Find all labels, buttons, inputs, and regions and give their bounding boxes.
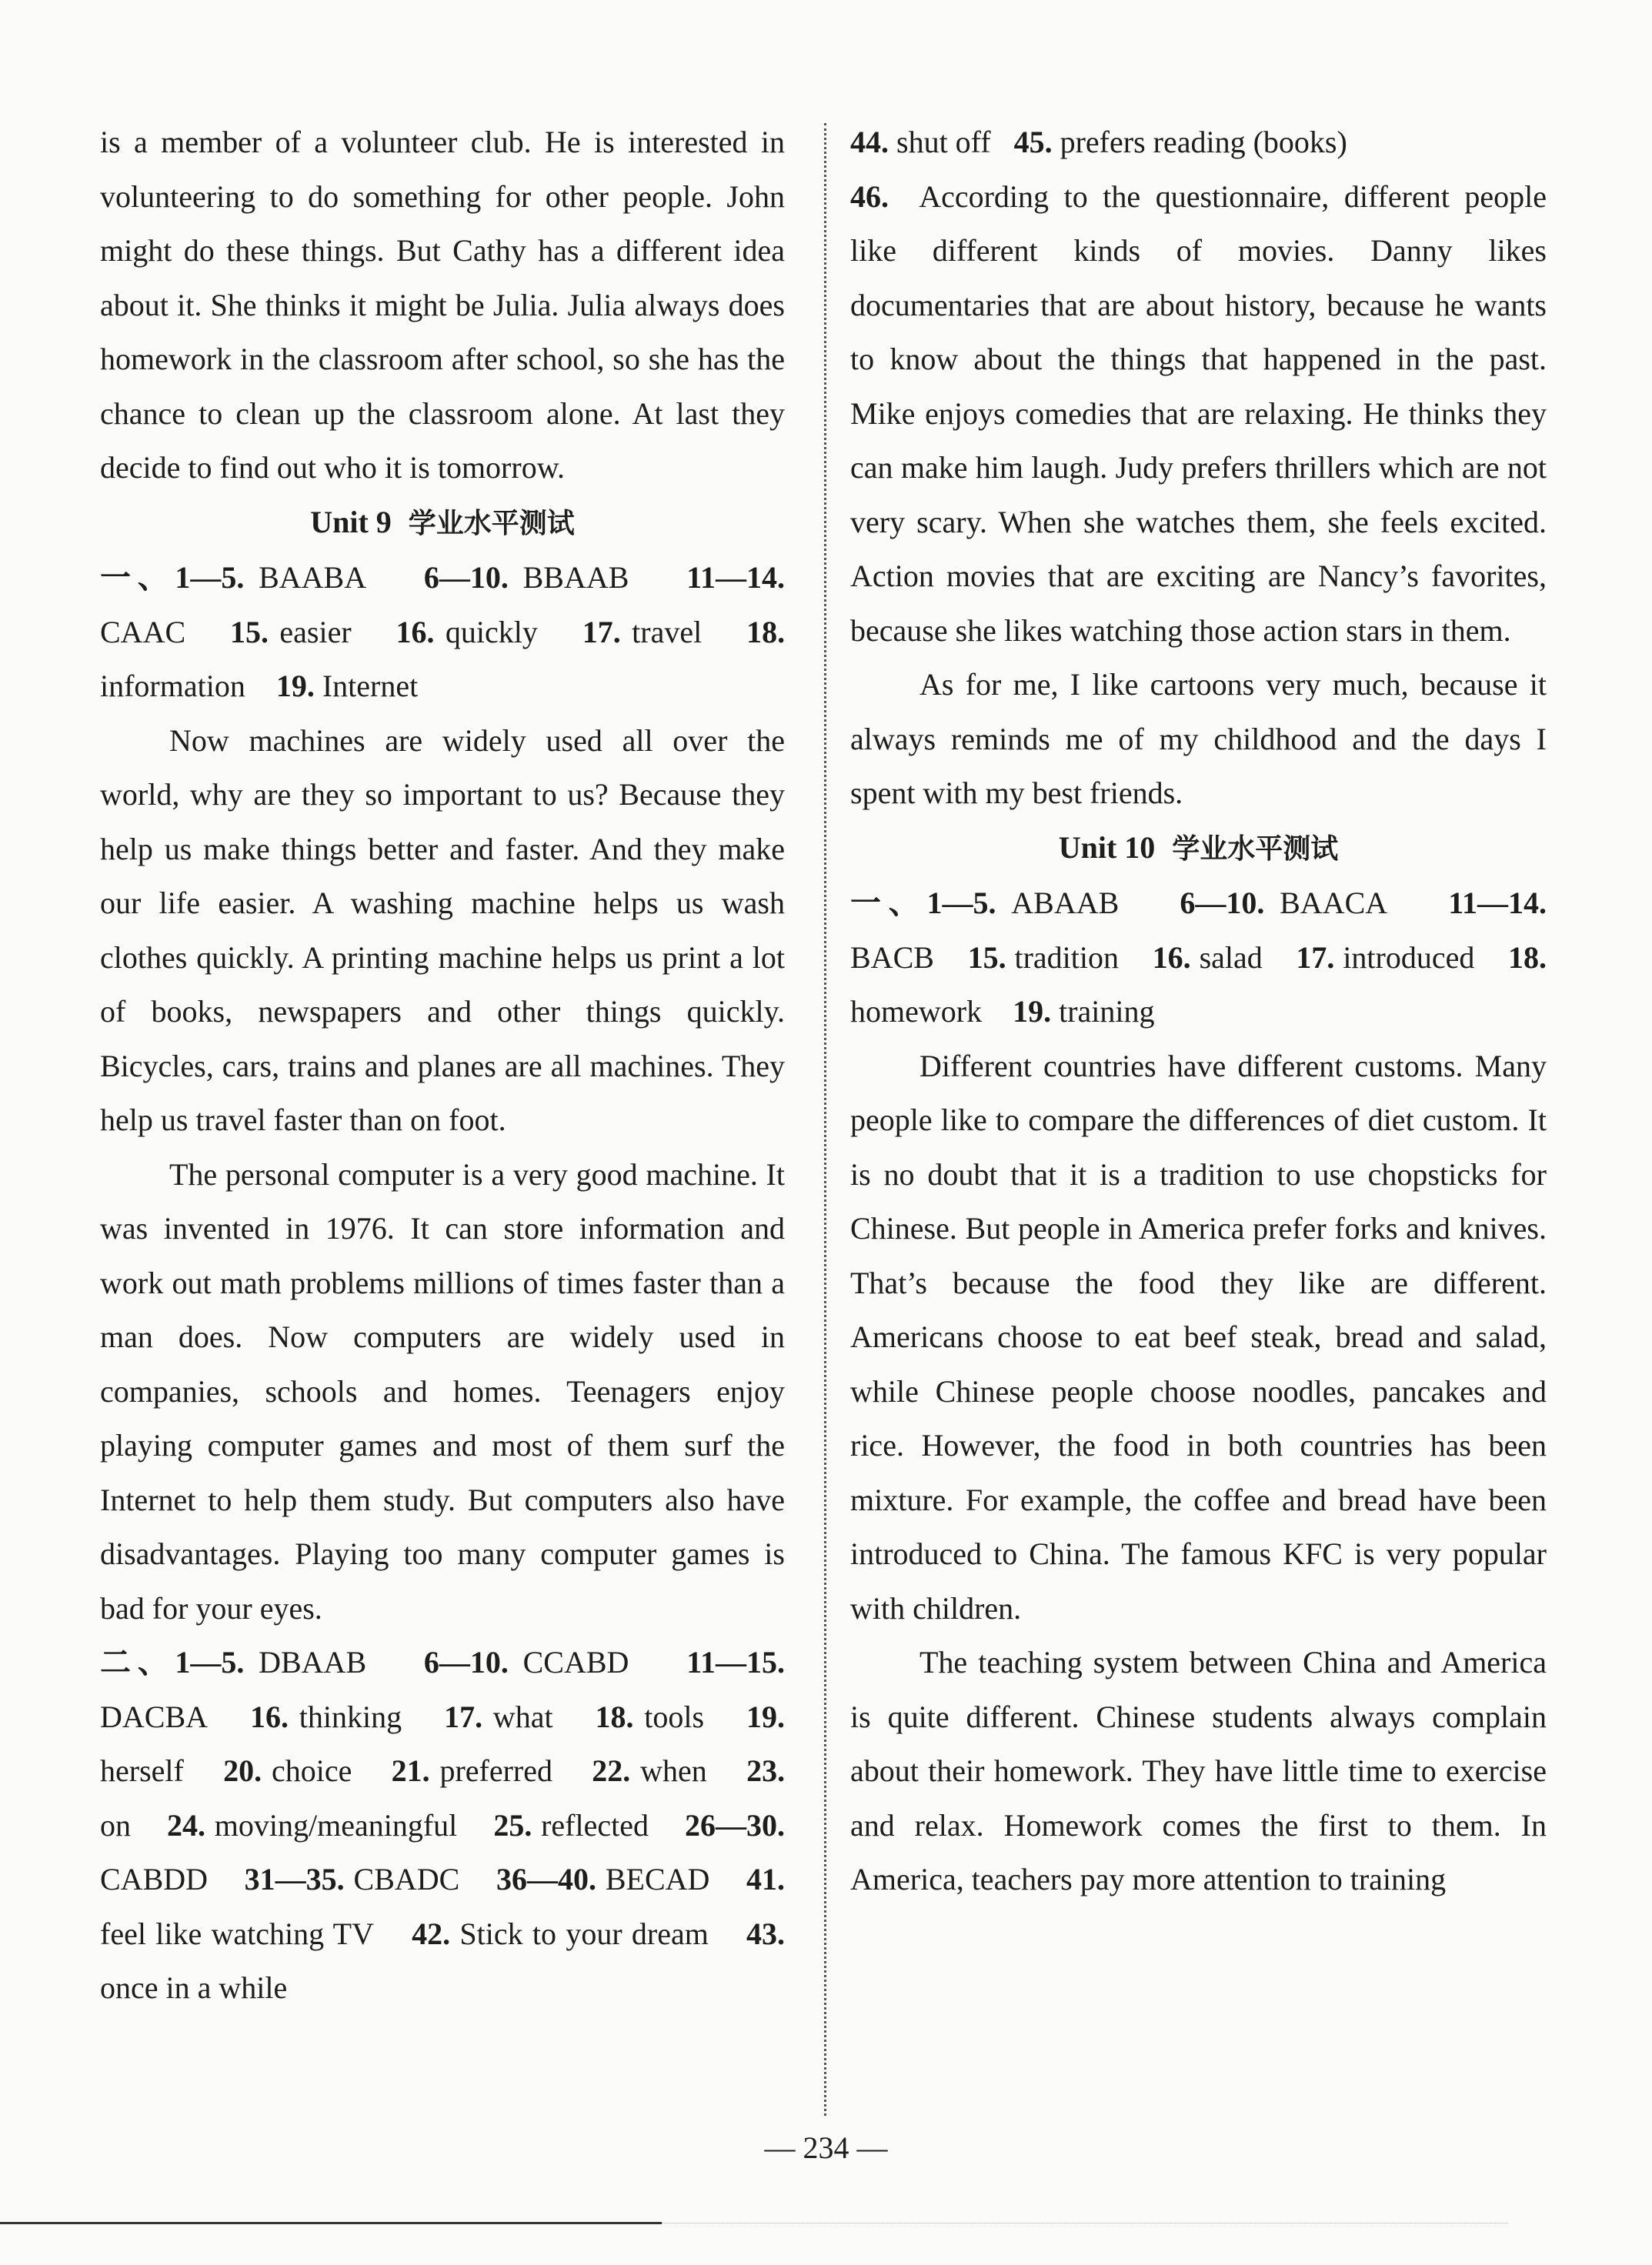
answer-number: 45.	[1013, 125, 1053, 159]
answer-text: CABDD	[100, 1862, 209, 1896]
answer-text: CCABD	[508, 1645, 629, 1680]
answer-number: 11—14.	[686, 560, 786, 595]
answer-number: 16.	[250, 1699, 289, 1734]
answer-46	[850, 170, 1547, 659]
answer-number: 19.	[1013, 994, 1052, 1029]
answer-text: training	[1051, 994, 1155, 1029]
paragraph: Different countries have different customs. Many people like to compare the differences of diet custom. It is no doubt that it is a tradition to use chopsticks for Chinese. But people in America prefer forks and knives. That’s because the food they like are different. Americans choose to eat beef steak, bread and salad, while Chinese people choose noodles, pancakes and rice. However, the food in both countries has been mixture. For example, the coffee and bread have been introduced to China. The famous KFC is very popular with children.	[850, 1048, 1547, 1626]
answer-text: herself	[100, 1753, 184, 1788]
answer-text: thinking	[289, 1699, 402, 1734]
answer-key-section-1	[100, 551, 785, 714]
column-divider	[824, 123, 826, 2116]
answer-text: moving/meaningful	[205, 1807, 458, 1843]
answer-number: 36—40.	[496, 1862, 596, 1896]
answer-number: 17.	[582, 614, 621, 649]
unit-9-heading	[100, 495, 785, 552]
answer-number: 19.	[746, 1699, 786, 1734]
answer-number: 42.	[412, 1916, 451, 1951]
answer-text: prefers reading (books)	[1060, 125, 1347, 159]
answer-number: 19.	[275, 669, 315, 703]
answer-text: tradition	[1006, 939, 1120, 975]
answer-number: 21.	[391, 1753, 430, 1788]
answer-number: 11—15.	[686, 1645, 786, 1680]
unit-subtitle: 学业水平测试	[408, 507, 575, 539]
answer-text: CAAC	[100, 614, 186, 649]
answer-number: 15.	[229, 614, 269, 649]
answer-number: 17.	[1296, 939, 1335, 975]
answer-text: quickly	[434, 614, 538, 649]
answer-number: 20.	[223, 1753, 262, 1788]
paragraph: The teaching system between China and America is quite different. Chinese students always complain about their homework. They have little time to exercise and relax. Homework comes the first to them. In America, teachers pay more attention to training	[850, 1645, 1547, 1896]
answer-number: 26—30.	[685, 1807, 785, 1843]
answer-text: preferred	[429, 1753, 552, 1788]
answer-text: information	[100, 669, 245, 703]
answer-text: BACB	[850, 939, 934, 975]
answer-text: salad	[1190, 939, 1263, 975]
answer-text: reflected	[532, 1807, 649, 1843]
answer-key-section-2	[100, 1636, 785, 2016]
answer-text: DACBA	[100, 1699, 209, 1734]
paragraph: is a member of a volunteer club. He is interested in volunteering to do something for other people. John might do these things. But Cathy has a different idea about it. She thinks it might be Julia. Julia always does homework in the classroom after school, so she has the chance to clean up the classroom alone. At last they decide to find out who it is tomorrow.	[100, 125, 785, 485]
answer-number: 16.	[395, 614, 435, 649]
answer-text: travel	[620, 614, 703, 649]
answer-text: BAABA	[244, 560, 367, 595]
answer-number: 一、1—5.	[100, 560, 245, 595]
unit-title: Unit 9	[310, 504, 392, 539]
unit-subtitle: 学业水平测试	[1172, 832, 1339, 865]
answer-text: when	[630, 1753, 707, 1788]
answer-number: 6—10.	[423, 1645, 509, 1680]
answer-text: homework	[850, 994, 983, 1029]
answer-text: on	[100, 1807, 131, 1843]
answer-text: easier	[268, 614, 352, 649]
answer-number: 18.	[746, 614, 786, 649]
answer-text: Internet	[314, 669, 419, 703]
answer-text: choice	[262, 1753, 352, 1788]
answer-text: BECAD	[596, 1862, 710, 1896]
footer-rule	[0, 2222, 662, 2224]
answer-text: once in a while	[100, 1970, 288, 2005]
answer-number: 31—35.	[244, 1862, 345, 1896]
answer-number: 15.	[967, 939, 1006, 975]
answer-number: 24.	[167, 1807, 206, 1843]
answer-number: 二、1—5.	[100, 1645, 245, 1680]
answer-number: 25.	[493, 1807, 532, 1843]
answer-text: DBAAB	[244, 1645, 367, 1680]
page-number: — 234 —	[764, 2130, 888, 2165]
answer-text: Stick to your dream	[450, 1916, 709, 1951]
answer-number: 46.	[850, 178, 889, 214]
answer-number: 6—10.	[423, 560, 509, 595]
unit-title: Unit 10	[1058, 829, 1156, 865]
answer-text: tools	[633, 1699, 705, 1734]
right-column	[850, 115, 1547, 1907]
answer-text: shut off	[896, 125, 991, 159]
footer-rule-dotted	[662, 2223, 1508, 2224]
paragraph: Now machines are widely used all over the world, why are they so important to us? Because they help us make things better and faster. And they make our life easier. A washing machine helps us wash clothes quickly. A printing machine helps us print a lot of books, newspapers and other things quickly. Bicycles, cars, trains and planes are all machines. They help us travel faster than on foot.	[100, 722, 785, 1137]
answer-text: introduced	[1334, 939, 1475, 975]
answer-number: 16.	[1152, 939, 1191, 975]
answer-text: what	[482, 1699, 553, 1734]
answer-number: 23.	[746, 1753, 786, 1788]
answer-text: feel like watching TV	[100, 1916, 374, 1951]
answer-number: 17.	[444, 1699, 483, 1734]
answer-text: BAACA	[1264, 886, 1388, 920]
left-column	[100, 115, 785, 2016]
answer-number: 18.	[595, 1699, 634, 1734]
answer-number: 18.	[1508, 939, 1547, 975]
answer-key-section-1	[850, 876, 1547, 1039]
answer-number: 一、1—5.	[850, 886, 996, 920]
paragraph: The personal computer is a very good machine. It was invented in 1976. It can store information and work out math problems millions of times faster than a man does. Now computers are widely used in companies, schools and homes. Teenagers enjoy playing computer games and most of them surf the Internet to help them study. But computers also have disadvantages. Playing too many computer games is bad for your eyes.	[100, 1156, 785, 1626]
answer-text: ABAAB	[996, 886, 1120, 920]
answer-number: 43.	[746, 1916, 786, 1951]
answer-text: BBAAB	[508, 560, 629, 595]
paragraph: According to the questionnaire, different people like different kinds of movies. Danny likes documentaries that are about history, because he wants to know about the things that happened in the past. Mike enjoys comedies that are relaxing. He thinks they can make him laugh. Judy prefers thrillers which are not very scary. When she watches them, she feels excited. Action movies that are exciting are Nancy’s favorites, because she likes watching those action stars in them.	[850, 178, 1547, 648]
answer-number: 44.	[850, 125, 889, 159]
answer-number: 11—14.	[1448, 886, 1547, 920]
unit-10-heading	[850, 821, 1547, 877]
answer-number: 41.	[746, 1862, 785, 1896]
paragraph: As for me, I like cartoons very much, because it always reminds me of my childhood and the days I spent with my best friends.	[850, 667, 1547, 810]
answer-44-45	[850, 115, 1547, 170]
answer-text: CBADC	[344, 1862, 460, 1896]
answer-number: 22.	[592, 1753, 631, 1788]
answer-number: 6—10.	[1180, 886, 1265, 920]
